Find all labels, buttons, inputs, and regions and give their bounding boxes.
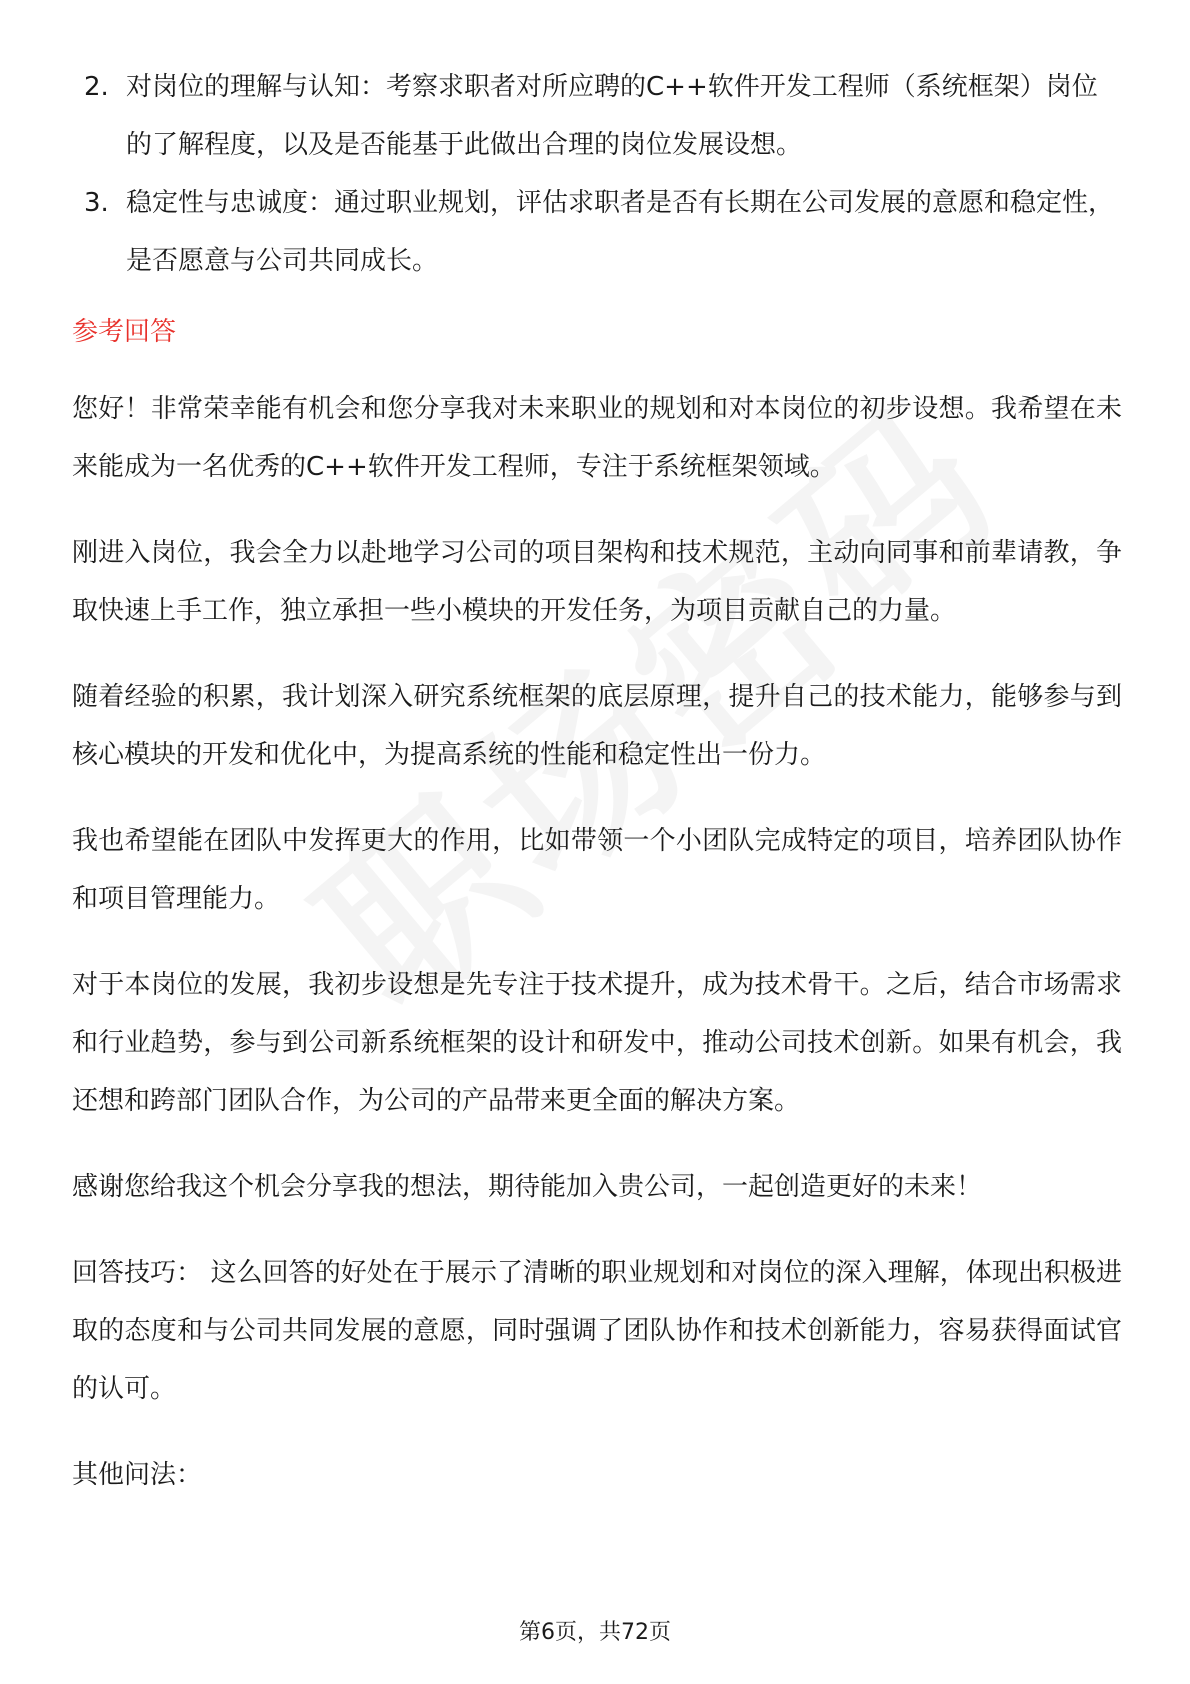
- other-questions-heading: 其他问法：: [72, 1460, 203, 1490]
- paragraph: 您好！非常荣幸能有机会和您分享我对未来职业的规划和对本岗位的初步设想。我希望在未来能成为一名优秀的C++软件开发工程师，专注于系统框架领域。: [72, 394, 1122, 482]
- paragraph: 随着经验的积累，我计划深入研究系统框架的底层原理，提升自己的技术能力，能够参与到核心模块的开发和优化中，为提高系统的性能和稳定性出一份力。: [72, 682, 1122, 770]
- page-number: 第6页，共72页: [519, 1620, 671, 1645]
- section-title: 参考回答: [72, 317, 177, 347]
- paragraph: 对于本岗位的发展，我初步设想是先专注于技术提升，成为技术骨干。之后，结合市场需求和行业趋势，参与到公司新系统框架的设计和研发中，推动公司技术创新。如果有机会，我还想和跨部门团队合作，为公司的产品带来更全面的解决方案。: [72, 970, 1122, 1116]
- list-number: 3.: [84, 188, 109, 218]
- document-body: [72, 58, 1122, 1532]
- list-text: 稳定性与忠诚度：通过职业规划，评估求职者是否有长期在公司发展的意愿和稳定性，是否愿意与公司共同成长。: [126, 188, 1115, 276]
- list-item: [72, 174, 1122, 290]
- answer-tip: 回答技巧： 这么回答的好处在于展示了清晰的职业规划和对岗位的深入理解，体现出积极进取的态度和与公司共同发展的意愿，同时强调了团队协作和技术创新能力，容易获得面试官的认可。: [72, 1258, 1122, 1404]
- list-number: 2.: [84, 72, 109, 102]
- paragraph: 刚进入岗位，我会全力以赴地学习公司的项目架构和技术规范，主动向同事和前辈请教，争取快速上手工作，独立承担一些小模块的开发任务，为项目贡献自己的力量。: [72, 538, 1122, 626]
- list-text: 对岗位的理解与认知：考察求职者对所应聘的C++软件开发工程师（系统框架）岗位的了解程度，以及是否能基于此做出合理的岗位发展设想。: [126, 72, 1098, 160]
- paragraph: 我也希望能在团队中发挥更大的作用，比如带领一个小团队完成特定的项目，培养团队协作和项目管理能力。: [72, 826, 1122, 914]
- paragraph: 感谢您给我这个机会分享我的想法，期待能加入贵公司，一起创造更好的未来！: [72, 1172, 983, 1202]
- list-item: [72, 58, 1122, 174]
